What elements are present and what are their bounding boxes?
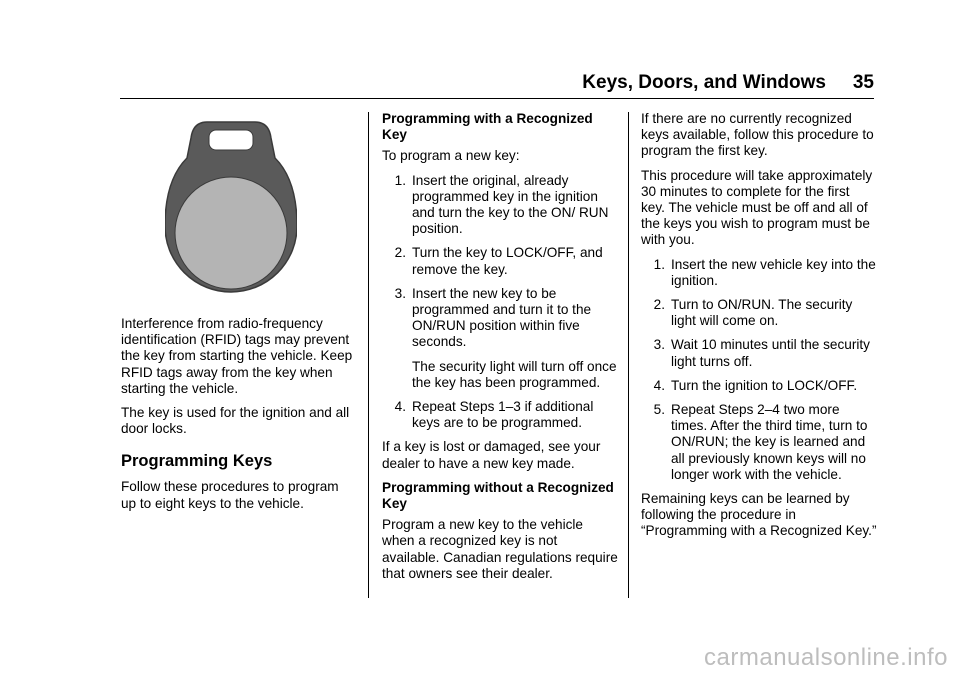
step-text: Repeat Steps 2–4 two more times. After the third time, turn to ON/RUN; the key is learned and all previously known keys will no longer work with the vehicle. xyxy=(671,402,868,482)
step-text: Insert the original, already programmed key in the ignition and turn the key to the ON/ RUN position. xyxy=(412,172,609,237)
list-item xyxy=(641,378,877,394)
step-text: Wait 10 minutes until the security light turns off. xyxy=(671,337,870,369)
step-number: 4. xyxy=(653,377,665,393)
list-item xyxy=(641,402,877,483)
column-divider-right xyxy=(628,112,629,598)
list-item xyxy=(382,245,618,277)
page-header xyxy=(120,72,874,98)
section-title: Keys, Doors, and Windows xyxy=(582,72,826,93)
list-item xyxy=(641,297,877,329)
step-number: 2. xyxy=(653,297,665,313)
list-item xyxy=(382,399,618,431)
remaining-keys-paragraph: Remaining keys can be learned by following the procedure in “Programming with a Recognized Key.” xyxy=(641,491,877,539)
programming-keys-heading: Programming Keys xyxy=(121,452,273,471)
step-number: 1. xyxy=(394,172,406,188)
watermark: carmanualsonline.info xyxy=(704,644,948,671)
step-number: 3. xyxy=(394,285,406,301)
recognized-intro: To program a new key: xyxy=(382,148,520,164)
step-number: 1. xyxy=(653,256,665,272)
step-text: Turn the key to LOCK/OFF, and remove the key. xyxy=(412,245,603,277)
without-recognized-intro: Program a new key to the vehicle when a recognized key is not available. Canadian regulations require that owners see their dealer. xyxy=(382,517,618,581)
step-text: Insert the new vehicle key into the ignition. xyxy=(671,256,876,288)
key-fob-slot xyxy=(209,130,253,150)
step-number: 3. xyxy=(653,337,665,353)
step-number: 2. xyxy=(394,245,406,261)
programming-intro: Follow these procedures to program up to eight keys to the vehicle. xyxy=(121,479,339,511)
rfid-paragraph: Interference from radio-frequency identification (RFID) tags may prevent the key from starting the vehicle. Keep RFID tags away from the key when starting the vehicle. xyxy=(121,316,353,396)
list-item xyxy=(641,257,877,289)
column-divider-left xyxy=(368,112,369,598)
duration-paragraph: This procedure will take approximately 30 minutes to complete for the first key. The vehicle must be off and all of the keys you wish to program must be with you. xyxy=(641,167,873,248)
header-rule xyxy=(120,98,874,99)
ignition-paragraph: The key is used for the ignition and all door locks. xyxy=(121,405,350,437)
lost-key-paragraph: If a key is lost or damaged, see your dealer to have a new key made. xyxy=(382,439,601,471)
column-3 xyxy=(641,111,877,548)
step-number: 4. xyxy=(394,399,406,415)
list-item xyxy=(641,337,877,369)
recognized-steps-list xyxy=(382,173,618,432)
first-key-steps-list xyxy=(641,257,877,483)
list-item xyxy=(382,173,618,238)
step-text: Turn to ON/RUN. The security light will come on. xyxy=(671,297,853,329)
step-text: Turn the ignition to LOCK/OFF. xyxy=(671,377,858,393)
key-fob-illustration xyxy=(165,116,297,302)
no-keys-paragraph: If there are no currently recognized keys available, follow this procedure to program the first key. xyxy=(641,111,874,159)
column-1 xyxy=(121,112,357,520)
without-recognized-key-heading: Programming without a Recognized Key xyxy=(382,479,614,512)
list-item xyxy=(382,286,618,391)
step-text: Insert the new key to be programmed and turn it to the ON/RUN position within five seconds. xyxy=(412,285,592,350)
step-number: 5. xyxy=(653,402,665,418)
recognized-key-heading: Programming with a Recognized Key xyxy=(382,111,593,143)
step-note: The security light will turn off once the key has been programmed. xyxy=(412,358,617,390)
step-text: Repeat Steps 1–3 if additional keys are to be programmed. xyxy=(412,399,594,431)
column-2 xyxy=(382,111,618,590)
key-fob-face xyxy=(175,177,287,289)
page-number: 35 xyxy=(852,72,874,93)
